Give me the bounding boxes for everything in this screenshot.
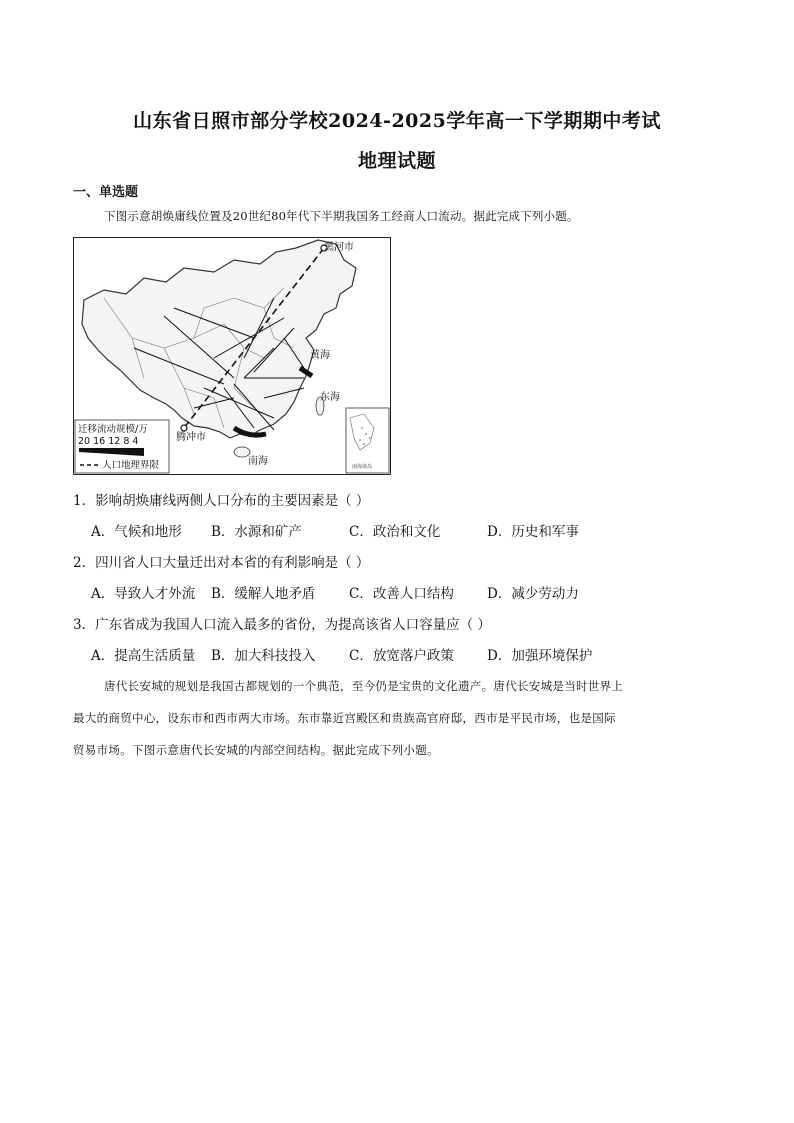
tengchong-label: 腾冲市 [176,432,206,443]
question-3: 3．广东省成为我国人口流入最多的省份，为提高该省人口容量应（ ） [73,617,491,633]
q3-option-b[interactable]: B．加大科技投入 [211,648,316,664]
legend-title: 迁移流动规模/万 [78,424,148,435]
donghai-label: 东海 [320,392,340,403]
para-line-1: 唐代长安城的规划是我国古都规划的一个典范，至今仍是宝贵的文化遗产。唐代长安城是当时世界上 [104,679,624,693]
legend-boundary: 人口地理界限 [102,460,160,471]
inset-label: 南海诸岛 [352,464,373,470]
q1-option-a[interactable]: A．气候和地形 [91,524,182,540]
q2-option-a[interactable]: A．导致人才外流 [91,586,196,602]
huanghai-label: 黄海 [310,350,330,361]
q3-option-a[interactable]: A．提高生活质量 [91,648,196,664]
population-migration-map [73,237,391,475]
q2-option-c[interactable]: C．改善人口结构 [349,586,454,602]
q1-option-d[interactable]: D．历史和军事 [487,524,579,540]
q3-option-d[interactable]: D．加强环境保护 [487,648,593,664]
legend-scale: 20 16 12 8 4 [78,436,139,447]
question-1: 1．影响胡焕庸线两侧人口分布的主要因素是（ ） [73,493,370,509]
china-map-figure [74,238,390,474]
q3-option-c[interactable]: C．放宽落户政策 [349,648,454,664]
para-line-2: 最大的商贸中心，设东市和西市两大市场。东市靠近宫殿区和贵族高官府邸，西市是平民市场，也是国际 [73,711,616,725]
question-intro-text: 下图示意胡焕庸线位置及20世纪80年代下半期我国务工经商人口流动。据此完成下列小题。 [104,209,579,223]
q2-option-b[interactable]: B．缓解人地矛盾 [211,586,316,602]
changan-intro-paragraph [73,670,723,766]
nanhai-label: 南海 [248,456,268,467]
q2-option-d[interactable]: D．减少劳动力 [487,586,579,602]
section-heading: 一、单选题 [73,185,139,200]
q1-option-b[interactable]: B．水源和矿产 [211,524,302,540]
para-line-3: 贸易市场。下图示意唐代长安城的内部空间结构。据此完成下列小题。 [73,743,439,757]
q1-option-c[interactable]: C．政治和文化 [349,524,441,540]
china-outline [82,240,356,438]
exam-title: 山东省日照市部分学校2024-2025学年高一下学期期中考试 [133,110,661,132]
exam-subject-title: 地理试题 [357,150,436,172]
heihe-label: 黑河市 [324,242,354,253]
tengchong-point [181,425,187,431]
question-2: 2．四川省人口大量迁出对本省的有利影响是（ ） [73,555,370,571]
